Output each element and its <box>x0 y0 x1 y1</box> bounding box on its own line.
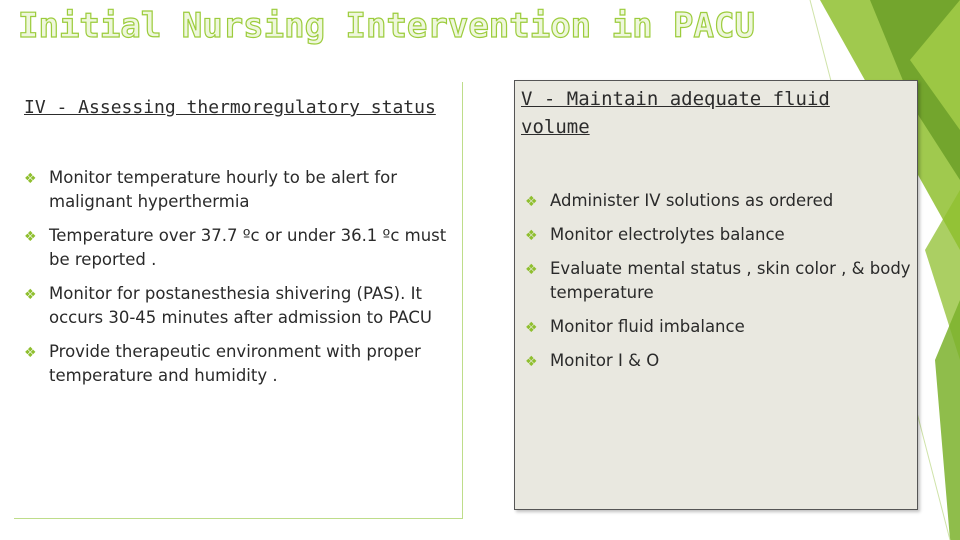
left-column <box>14 82 463 519</box>
list-item <box>515 189 915 213</box>
list-item <box>515 349 915 373</box>
list-item <box>515 257 915 305</box>
list-item-text: Monitor I & O <box>550 351 660 370</box>
diamond-bullet-icon: ❖ <box>525 194 538 210</box>
list-item-text: Administer IV solutions as ordered <box>550 191 834 210</box>
list-item <box>14 282 454 330</box>
list-item <box>515 315 915 339</box>
right-heading: V - Maintain adequate fluid volume <box>521 88 830 138</box>
diamond-bullet-icon: ❖ <box>525 354 538 370</box>
list-item-text: Monitor electrolytes balance <box>550 225 785 244</box>
left-heading: IV - Assessing thermoregulatory status <box>24 97 436 118</box>
left-bullet-list <box>14 166 454 398</box>
list-item <box>14 224 454 272</box>
list-item <box>515 223 915 247</box>
diamond-bullet-icon: ❖ <box>24 229 37 245</box>
right-column-box <box>514 80 918 510</box>
list-item-text: Monitor fluid imbalance <box>550 317 745 336</box>
list-item-text: Monitor for postanesthesia shivering (PAS). It occurs 30-45 minutes after admission to PACU <box>49 284 432 327</box>
right-bullet-list <box>515 189 915 383</box>
list-item <box>14 340 454 388</box>
diamond-bullet-icon: ❖ <box>24 345 37 361</box>
diamond-bullet-icon: ❖ <box>525 262 538 278</box>
diamond-bullet-icon: ❖ <box>525 228 538 244</box>
list-item-text: Evaluate mental status , skin color , & body temperature <box>550 259 911 302</box>
list-item-text: Temperature over 37.7 ºc or under 36.1 ºc must be reported . <box>49 226 447 269</box>
list-item-text: Monitor temperature hourly to be alert for malignant hyperthermia <box>49 168 398 211</box>
diamond-bullet-icon: ❖ <box>24 171 37 187</box>
slide-title: Initial Nursing Intervention in PACU <box>18 6 755 46</box>
diamond-bullet-icon: ❖ <box>525 320 538 336</box>
diamond-bullet-icon: ❖ <box>24 287 37 303</box>
list-item-text: Provide therapeutic environment with proper temperature and humidity . <box>49 342 421 385</box>
list-item <box>14 166 454 214</box>
